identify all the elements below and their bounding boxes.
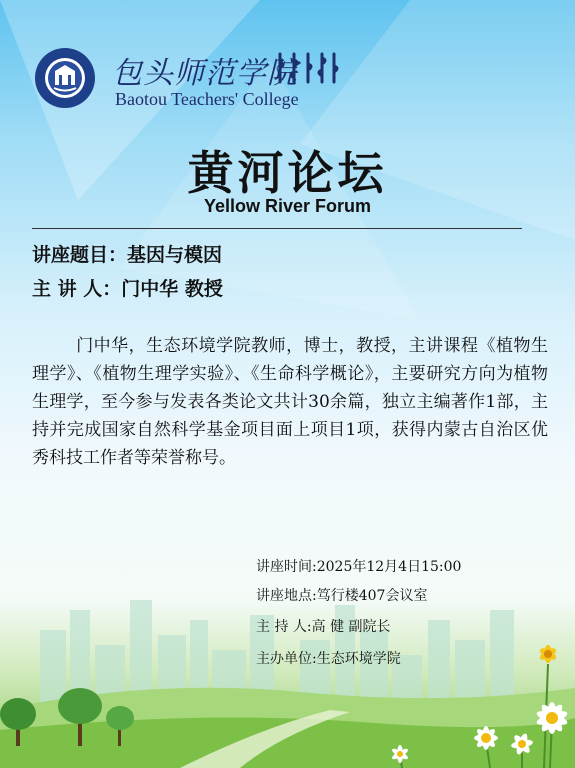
- lecture-topic: 讲座题目：基因与模因: [32, 244, 223, 266]
- lecture-speaker: 主 讲 人：门中华 教授: [32, 278, 223, 300]
- forum-subtitle: Yellow River Forum: [203, 196, 372, 216]
- lecture-host: 主 持 人:高 健 副院长: [256, 619, 391, 635]
- speaker-bio: 门中华，生态环境学院教师，博士，教授，主讲课程《植物生理学》、《植物生理学实验》、《生命科学概论》，主要研究方向为植物生理学，至今参与发表各类论文共计30余篇，独立主编著作1部，主持并完成国家自然科学基金项目面上项目1项，获得内蒙古自治区优秀科技工作者等荣誉称号。: [32, 336, 548, 468]
- tree-icon: [0, 688, 140, 748]
- daisy-flower-icon: [372, 640, 575, 768]
- divider: [32, 228, 522, 229]
- lecture-organizer: 主办单位:生态环境学院: [256, 651, 401, 667]
- lecture-time: 讲座时间:2025年12月4日15:00: [256, 559, 462, 575]
- college-name-cn: 包头师范学院: [112, 56, 298, 91]
- mongolian-script-icon: [274, 52, 340, 84]
- lecture-place: 讲座地点:笃行楼407会议室: [256, 588, 428, 604]
- forum-title: 黄河论坛: [187, 146, 388, 200]
- college-logo-icon: [34, 47, 96, 109]
- college-name-en: Baotou Teachers' College: [115, 89, 299, 109]
